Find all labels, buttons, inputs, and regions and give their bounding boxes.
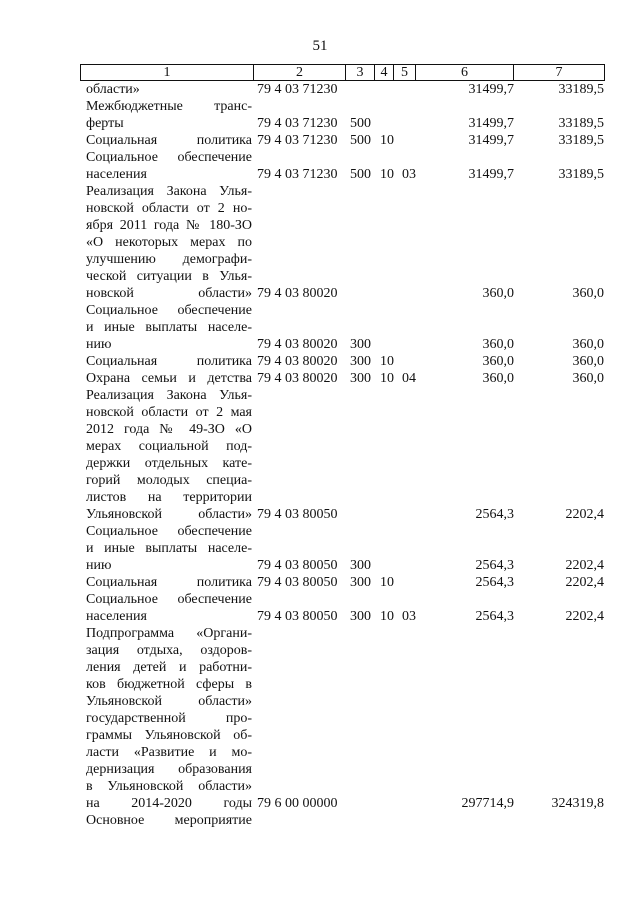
table-body (0, 81, 640, 829)
cell-c6: 31499,7 (468, 82, 514, 97)
cell-c6: 360,0 (482, 337, 514, 352)
cell-c2: 79 4 03 80020 (257, 371, 338, 386)
cell-c2: 79 4 03 71230 (257, 133, 338, 148)
row-label-line: нию (86, 558, 112, 573)
cell-c3: 300 (350, 609, 371, 624)
row-label-line: листов на территории (86, 490, 252, 505)
cell-c6: 2564,3 (475, 558, 514, 573)
cell-c7: 33189,5 (558, 133, 604, 148)
table-row (0, 812, 640, 829)
row-label-line: мерах социальной под- (86, 439, 252, 454)
header-col-6: 6 (416, 65, 514, 80)
cell-c3: 300 (350, 371, 371, 386)
row-label (86, 353, 252, 370)
row-label-line: Подпрограмма «Органи- (86, 626, 252, 641)
cell-c7: 360,0 (572, 286, 604, 301)
row-label-line: новской области» (86, 286, 252, 301)
cell-c3: 300 (350, 337, 371, 352)
table-row (0, 183, 640, 302)
row-label-line: новской области от 2 мая (86, 405, 252, 420)
cell-c3: 300 (350, 558, 371, 573)
row-label-line: Социальное обеспечение (86, 150, 252, 165)
cell-c2: 79 6 00 00000 (257, 796, 338, 811)
cell-c5: 04 (402, 371, 416, 386)
row-label-line: населения (86, 609, 147, 624)
table-row (0, 353, 640, 370)
row-label-line: дернизация образования (86, 762, 252, 777)
cell-c7: 33189,5 (558, 82, 604, 97)
row-label-line: ческой ситуации в Улья- (86, 269, 252, 284)
row-label-line: «О некоторых мерах по (86, 235, 252, 250)
cell-c5: 03 (402, 609, 416, 624)
row-label-line: на 2014-2020 годы (86, 796, 252, 811)
row-label (86, 625, 252, 812)
row-label-line: Социальное обеспечение (86, 303, 252, 318)
header-col-5: 5 (394, 65, 416, 80)
row-label (86, 132, 252, 149)
row-label (86, 812, 252, 829)
cell-c6: 360,0 (482, 286, 514, 301)
row-label-line: Социальное обеспечение (86, 592, 252, 607)
cell-c4: 10 (380, 354, 394, 369)
row-label (86, 574, 252, 591)
row-label-line: Социальная политика (86, 354, 252, 369)
table-row (0, 81, 640, 98)
row-label-line: Основное мероприятие (86, 813, 252, 828)
row-label-line: и иные выплаты населе- (86, 541, 252, 556)
table-row (0, 574, 640, 591)
cell-c6: 297714,9 (461, 796, 514, 811)
cell-c3: 300 (350, 354, 371, 369)
header-col-2: 2 (254, 65, 346, 80)
row-label (86, 591, 252, 625)
row-label (86, 523, 252, 574)
table-row (0, 591, 640, 625)
row-label (86, 183, 252, 302)
row-label-line: ласти «Развитие и мо- (86, 745, 252, 760)
row-label-line: ября 2011 года № 180-ЗО (86, 218, 252, 233)
cell-c7: 33189,5 (558, 167, 604, 182)
row-label-line: нию (86, 337, 112, 352)
table-row (0, 625, 640, 812)
row-label-line: Ульяновской области» (86, 507, 252, 522)
cell-c7: 324319,8 (551, 796, 604, 811)
row-label-line: населения (86, 167, 147, 182)
table-row (0, 387, 640, 523)
row-label (86, 149, 252, 183)
cell-c7: 2202,4 (565, 558, 604, 573)
cell-c4: 10 (380, 609, 394, 624)
cell-c2: 79 4 03 71230 (257, 82, 338, 97)
cell-c2: 79 4 03 71230 (257, 116, 338, 131)
table-header (80, 64, 605, 81)
row-label-line: горий молодых специа- (86, 473, 252, 488)
cell-c3: 500 (350, 116, 371, 131)
cell-c7: 2202,4 (565, 507, 604, 522)
table-row (0, 132, 640, 149)
cell-c7: 360,0 (572, 354, 604, 369)
page-number: 51 (312, 38, 328, 54)
cell-c4: 10 (380, 575, 394, 590)
row-label-line: Социальная политика (86, 133, 252, 148)
cell-c4: 10 (380, 167, 394, 182)
cell-c6: 31499,7 (468, 167, 514, 182)
header-col-7: 7 (555, 65, 563, 80)
table-row (0, 98, 640, 132)
cell-c7: 2202,4 (565, 609, 604, 624)
row-label-line: граммы Ульяновской об- (86, 728, 252, 743)
cell-c6: 31499,7 (468, 133, 514, 148)
row-label-line: ления детей и работни- (86, 660, 252, 675)
row-label-line: Социальная политика (86, 575, 252, 590)
row-label-line: Реализация Закона Улья- (86, 184, 252, 199)
header-col-1: 1 (81, 65, 254, 80)
cell-c2: 79 4 03 80020 (257, 337, 338, 352)
row-label-line: Ульяновской области» (86, 694, 252, 709)
row-label (86, 302, 252, 353)
row-label-line: области» (86, 82, 140, 97)
row-label-line: Межбюджетные транс- (86, 99, 252, 114)
cell-c4: 10 (380, 133, 394, 148)
row-label-line: Социальное обеспечение (86, 524, 252, 539)
row-label-line: Охрана семьи и детства (86, 371, 252, 386)
cell-c4: 10 (380, 371, 394, 386)
row-label-line: ков бюджетной сферы в (86, 677, 252, 692)
cell-c6: 360,0 (482, 354, 514, 369)
cell-c2: 79 4 03 80050 (257, 609, 338, 624)
cell-c7: 2202,4 (565, 575, 604, 590)
cell-c2: 79 4 03 80020 (257, 354, 338, 369)
cell-c2: 79 4 03 80050 (257, 575, 338, 590)
row-label-line: улучшению демографи- (86, 252, 252, 267)
cell-c7: 360,0 (572, 371, 604, 386)
table-row (0, 149, 640, 183)
row-label (86, 98, 252, 132)
header-col-4: 4 (375, 65, 394, 80)
row-label-line: 2012 года № 49-ЗО «О (86, 422, 252, 437)
row-label-line: новской области от 2 но- (86, 201, 252, 216)
cell-c6: 2564,3 (475, 609, 514, 624)
cell-c3: 500 (350, 133, 371, 148)
cell-c7: 360,0 (572, 337, 604, 352)
cell-c7: 33189,5 (558, 116, 604, 131)
cell-c6: 2564,3 (475, 575, 514, 590)
row-label (86, 81, 252, 98)
row-label-line: государственной про- (86, 711, 252, 726)
cell-c5: 03 (402, 167, 416, 182)
row-label-line: зация отдыха, оздоров- (86, 643, 252, 658)
table-row (0, 370, 640, 387)
cell-c3: 300 (350, 575, 371, 590)
row-label-line: Реализация Закона Улья- (86, 388, 252, 403)
cell-c2: 79 4 03 80050 (257, 507, 338, 522)
row-label-line: и иные выплаты населе- (86, 320, 252, 335)
cell-c2: 79 4 03 80020 (257, 286, 338, 301)
cell-c6: 2564,3 (475, 507, 514, 522)
row-label-line: держки отдельных кате- (86, 456, 252, 471)
cell-c3: 500 (350, 167, 371, 182)
header-col-3: 3 (346, 65, 375, 80)
cell-c6: 31499,7 (468, 116, 514, 131)
cell-c2: 79 4 03 80050 (257, 558, 338, 573)
table-row (0, 523, 640, 574)
cell-c2: 79 4 03 71230 (257, 167, 338, 182)
table-row (0, 302, 640, 353)
cell-c6: 360,0 (482, 371, 514, 386)
row-label-line: ферты (86, 116, 124, 131)
row-label-line: в Ульяновской области» (86, 779, 252, 794)
row-label (86, 370, 252, 387)
row-label (86, 387, 252, 523)
